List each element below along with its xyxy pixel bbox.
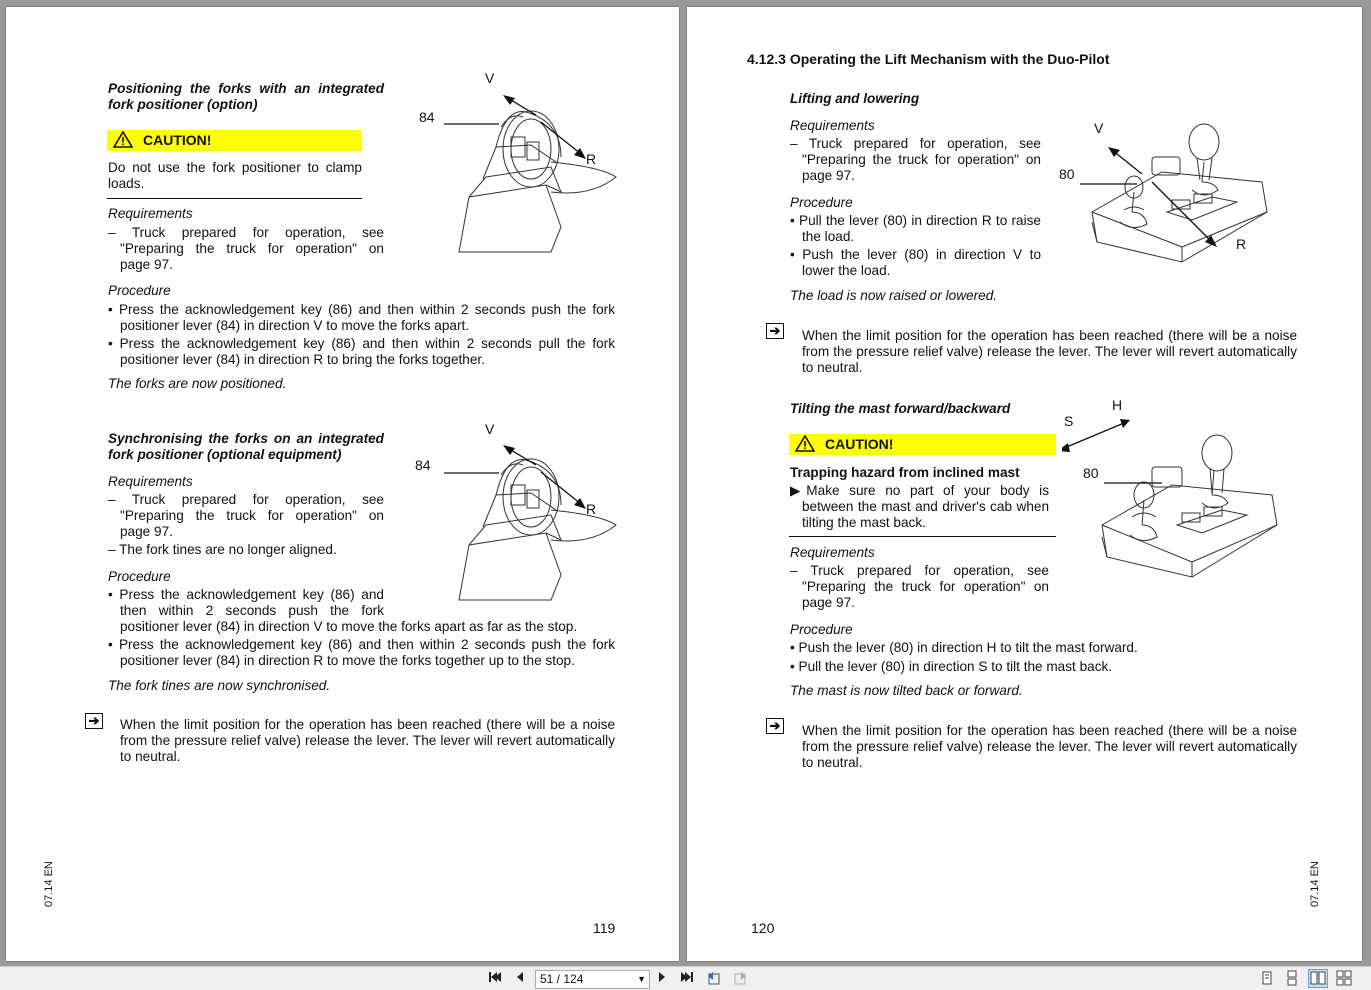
caution-text: Do not use the fork positioner to clamp loads. xyxy=(108,160,362,191)
procedure-list: • Push the lever (80) in direction H to tilt the mast forward. • Pull the lever (80) in direction S to tilt the mast back. xyxy=(790,640,1138,674)
caution-divider xyxy=(107,198,362,199)
requirements-label: Requirements xyxy=(108,474,193,489)
result-text: The mast is now tilted back or forward. xyxy=(790,683,1023,698)
requirements-list: – Truck prepared for operation, see "Preparing the truck for operation" on page 97. – The fork tines are no longer aligned. xyxy=(108,492,384,557)
continuous-icon[interactable] xyxy=(1283,970,1301,987)
caution-divider xyxy=(789,536,1056,537)
requirements-list: – Truck prepared for operation, see "Preparing the truck for operation" on page 97. xyxy=(790,136,1041,183)
duo-pilot-lift-illustration xyxy=(1072,112,1282,277)
page-number: 119 xyxy=(593,920,616,936)
procedure-list: • Pull the lever (80) in direction R to raise the load. • Push the lever (80) in direction V to lower the load. xyxy=(790,213,1041,278)
requirements-label: Requirements xyxy=(108,206,193,221)
procedure-label: Procedure xyxy=(108,283,171,298)
pdf-page-119 xyxy=(6,7,679,961)
requirements-list: – Truck prepared for operation, see "Preparing the truck for operation" on page 97. xyxy=(790,563,1049,610)
section-title-positioning: Positioning the forks with an integrated fork positioner (option) xyxy=(108,81,384,112)
caution-banner xyxy=(789,434,1056,455)
edition-label: 07.14 EN xyxy=(43,861,55,907)
requirements-label: Requirements xyxy=(790,118,875,133)
forward-view-icon[interactable] xyxy=(731,970,749,987)
result-text: The load is now raised or lowered. xyxy=(790,288,998,303)
caution-label: CAUTION! xyxy=(143,132,212,148)
procedure-label: Procedure xyxy=(790,622,853,637)
direction-r-label: R xyxy=(586,151,597,167)
continuous-facing-icon[interactable] xyxy=(1335,970,1353,987)
last-page-icon[interactable] xyxy=(678,970,696,987)
viewer-toolbar xyxy=(0,966,1371,990)
callout-84: 84 xyxy=(415,457,431,473)
direction-v-label: V xyxy=(1094,120,1104,136)
callout-84: 84 xyxy=(419,109,435,125)
procedure-list: • Press the acknowledgement key (86) and then within 2 seconds push the fork positioner lever (84) in direction V to move the forks apart. • Press the acknowledgement key (86) and then within 2 seconds pull the fork positioner lever (84) in direction R to bring the forks together. xyxy=(108,302,615,367)
pdf-page-120 xyxy=(687,7,1362,961)
note-text: When the limit position for the operation has been reached (there will be a noise from the pressure relief valve) release the lever. The lever will revert automatically to neutral. xyxy=(802,328,1297,375)
prev-page-icon[interactable] xyxy=(511,970,529,987)
direction-v-label: V xyxy=(485,421,495,437)
procedure-label: Procedure xyxy=(790,195,853,210)
single-page-icon[interactable] xyxy=(1258,970,1276,987)
page-number-input[interactable] xyxy=(535,970,650,989)
direction-r-label: R xyxy=(1236,236,1247,252)
duo-pilot-tilt-illustration xyxy=(1062,405,1287,590)
note-arrow-icon: ➔ xyxy=(85,713,103,729)
requirements-list: – Truck prepared for operation, see "Preparing the truck for operation" on page 97. xyxy=(108,225,384,272)
facing-icon[interactable] xyxy=(1308,969,1328,988)
callout-80: 80 xyxy=(1083,465,1099,481)
chevron-down-icon[interactable]: ▼ xyxy=(637,974,646,984)
note-text: When the limit position for the operation has been reached (there will be a noise from the pressure relief valve) release the lever. The lever will revert automatically to neutral. xyxy=(120,717,615,764)
section-heading: 4.12.3 Operating the Lift Mechanism with the Duo-Pilot xyxy=(747,51,1110,67)
caution-heading: Trapping hazard from inclined mast xyxy=(790,465,1020,480)
note-arrow-icon: ➔ xyxy=(766,718,784,734)
note-arrow-icon: ➔ xyxy=(766,323,784,339)
caution-text: ▶Make sure no part of your body is between the mast and driver's cab when tilting the mast back. xyxy=(790,483,1049,530)
first-page-icon[interactable] xyxy=(486,970,504,987)
section-title-synchronising: Synchronising the forks on an integrated fork positioner (optional equipment) xyxy=(108,431,384,462)
direction-h-label: H xyxy=(1112,397,1123,413)
requirements-label: Requirements xyxy=(790,545,875,560)
direction-s-label: S xyxy=(1064,413,1074,429)
section-title-tilting: Tilting the mast forward/backward xyxy=(790,401,1011,416)
direction-r-label: R xyxy=(586,501,597,517)
caution-banner xyxy=(107,130,362,151)
note-text: When the limit position for the operation has been reached (there will be a noise from the pressure relief valve) release the lever. The lever will revert automatically to neutral. xyxy=(802,723,1297,770)
warning-icon xyxy=(795,435,815,452)
callout-80: 80 xyxy=(1059,166,1075,182)
next-page-icon[interactable] xyxy=(653,970,671,987)
result-text: The fork tines are now synchronised. xyxy=(108,678,331,693)
back-view-icon[interactable] xyxy=(705,970,723,987)
section-title-lifting: Lifting and lowering xyxy=(790,91,920,106)
caution-label: CAUTION! xyxy=(825,436,894,452)
edition-label: 07.14 EN xyxy=(1309,861,1321,907)
result-text: The forks are now positioned. xyxy=(108,376,287,391)
page-number: 120 xyxy=(751,920,775,936)
procedure-list: • Press the acknowledgement key (86) and then within 2 seconds push the fork positioner lever (84) in direction V to move the forks apart as far as the stop. • Press the acknowledgement key (86) and then within 2 seconds push the fork positioner lever (84) in direction R to move the forks together up to the stop. xyxy=(108,587,615,668)
warning-icon xyxy=(113,131,133,148)
procedure-label: Procedure xyxy=(108,569,171,584)
direction-v-label: V xyxy=(485,70,495,86)
page-indicator: 51 / 124 xyxy=(540,972,584,986)
